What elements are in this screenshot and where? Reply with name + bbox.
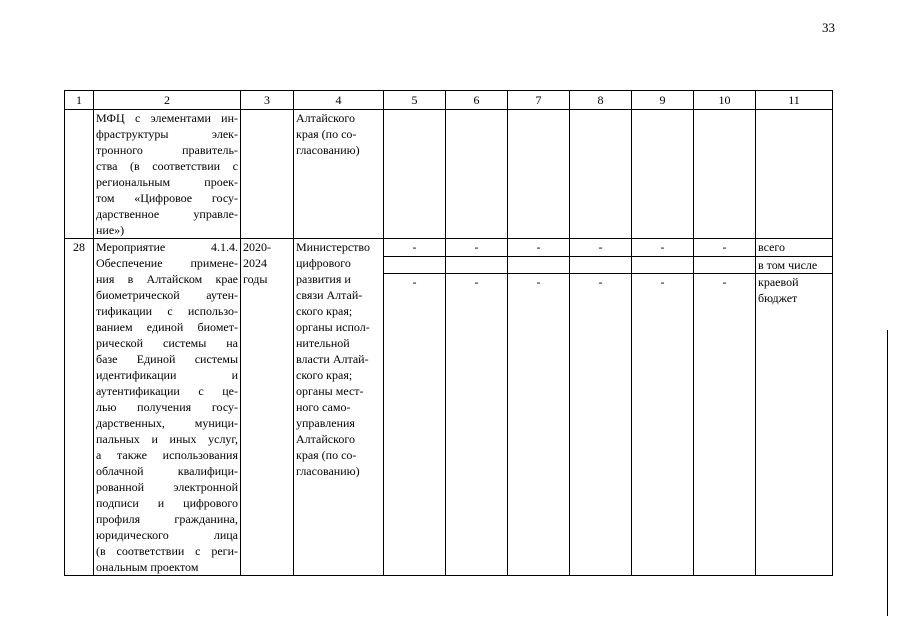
event-text-line: облачной квалифици-	[96, 464, 238, 478]
event-text-line: рической системы на	[96, 336, 238, 350]
funding-year-cell	[508, 256, 570, 274]
cont-empty-cell	[384, 110, 446, 239]
page-edge-line	[887, 330, 888, 616]
funding-year-cell	[570, 256, 632, 274]
row-28-total	[65, 239, 833, 257]
event-text-line: том «Цифровое госу-	[96, 191, 238, 205]
header-cell-8: 8	[570, 91, 632, 110]
header-cell-11: 11	[756, 91, 833, 110]
funding-source-label: краевой бюджет	[756, 274, 833, 576]
header-cell-2: 2	[94, 91, 241, 110]
funding-source-label: всего	[756, 239, 833, 257]
event-text-line: лью получения госу-	[96, 400, 238, 414]
event-cell	[94, 239, 241, 576]
executor-text-line: управления	[296, 416, 355, 430]
header-cell-10: 10	[694, 91, 756, 110]
funding-year-cell: -	[694, 274, 756, 576]
funding-year-cell	[632, 256, 694, 274]
funding-year-cell: -	[446, 239, 508, 257]
period-cell	[241, 239, 294, 576]
event-text-line: МФЦ с элементами ин-	[96, 111, 238, 125]
period-text-line: 2024	[243, 256, 267, 270]
header-cell-7: 7	[508, 91, 570, 110]
cont-executor-cell	[294, 110, 384, 239]
executor-text-line: Алтайского	[296, 432, 355, 446]
header-cell-4: 4	[294, 91, 384, 110]
cont-empty-cell	[508, 110, 570, 239]
event-text-line: тронного правитель-	[96, 143, 238, 157]
funding-year-cell: -	[570, 239, 632, 257]
cont-empty-cell	[632, 110, 694, 239]
period-text-line: годы	[243, 272, 268, 286]
cont-empty-cell	[446, 110, 508, 239]
event-text-line: рованной электронной	[96, 480, 238, 494]
header-cell-1: 1	[65, 91, 94, 110]
funding-year-cell	[384, 256, 446, 274]
event-text-line: а также использования	[96, 448, 238, 462]
event-text-line: дарственных, муници-	[96, 416, 238, 430]
event-text-line: Мероприятие 4.1.4.	[96, 240, 238, 254]
executor-text-line: нительной	[296, 336, 350, 350]
funding-year-cell: -	[508, 274, 570, 576]
header-cell-3: 3	[241, 91, 294, 110]
page-number: 33	[822, 20, 835, 35]
event-text-line: биометрической аутен-	[96, 288, 238, 302]
event-text-line: региональным проек-	[96, 175, 238, 189]
event-text-line: (в соответствии с реги-	[96, 544, 238, 558]
executor-text-line: ского края;	[296, 368, 353, 382]
executor-text-line: ного само-	[296, 400, 351, 414]
cont-empty-cell	[694, 110, 756, 239]
executor-text-line: края (по со-	[296, 127, 357, 141]
event-text-line: базе Единой системы	[96, 352, 238, 366]
event-text-line: ства (в соответствии с	[96, 159, 238, 173]
event-text-line: аутентификации с це-	[96, 384, 238, 398]
continuation-row	[65, 110, 833, 239]
row-number: 28	[65, 239, 94, 576]
event-text-line: ональным проектом	[96, 560, 199, 574]
event-text-line: дарственное управле-	[96, 207, 238, 221]
executor-text-line: ского края;	[296, 304, 353, 318]
event-text-line: профиля гражданина,	[96, 512, 238, 526]
cont-num-cell	[65, 110, 94, 239]
header-cell-5: 5	[384, 91, 446, 110]
funding-source-label: в том числе	[756, 256, 833, 274]
event-text-line: ние»)	[96, 223, 125, 237]
executor-text-line: Алтайского	[296, 111, 355, 125]
event-text-line: ния в Алтайском крае	[96, 272, 238, 286]
funding-year-cell: -	[632, 274, 694, 576]
executor-text-line: цифрового	[296, 256, 351, 270]
event-text-line: фраструктуры элек-	[96, 127, 238, 141]
funding-year-cell	[694, 256, 756, 274]
event-text-line: Обеспечение примене-	[96, 256, 238, 270]
executor-text-line: власти Алтай-	[296, 352, 369, 366]
event-text-line: пальных и иных услуг,	[96, 432, 238, 446]
event-text-line: юридического лица	[96, 528, 238, 542]
funding-year-cell: -	[570, 274, 632, 576]
executor-text-line: гласованию)	[296, 464, 360, 478]
funding-year-cell: -	[694, 239, 756, 257]
cont-empty-cell	[570, 110, 632, 239]
funding-year-cell: -	[508, 239, 570, 257]
event-text-line: идентификации и	[96, 368, 238, 382]
period-text-line: 2020-	[243, 240, 271, 254]
header-row	[65, 91, 833, 110]
funding-year-cell: -	[632, 239, 694, 257]
event-text-line: подписи и цифрового	[96, 496, 238, 510]
plan-table	[64, 90, 833, 576]
cont-empty-cell	[756, 110, 833, 239]
event-text-line: ванием единой биомет-	[96, 320, 238, 334]
executor-text-line: органы мест-	[296, 384, 364, 398]
funding-year-cell	[446, 256, 508, 274]
executor-text-line: гласованию)	[296, 143, 360, 157]
event-text-line: тификации с использо-	[96, 304, 238, 318]
executor-text-line: развития и	[296, 272, 351, 286]
funding-year-cell: -	[446, 274, 508, 576]
header-cell-6: 6	[446, 91, 508, 110]
funding-year-cell: -	[384, 239, 446, 257]
funding-year-cell: -	[384, 274, 446, 576]
executor-text-line: связи Алтай-	[296, 288, 363, 302]
cont-period-cell	[241, 110, 294, 239]
executor-cell	[294, 239, 384, 576]
header-cell-9: 9	[632, 91, 694, 110]
executor-text-line: органы испол-	[296, 320, 370, 334]
executor-text-line: Министерство	[296, 240, 370, 254]
executor-text-line: края (по со-	[296, 448, 357, 462]
cont-event-cell	[94, 110, 241, 239]
